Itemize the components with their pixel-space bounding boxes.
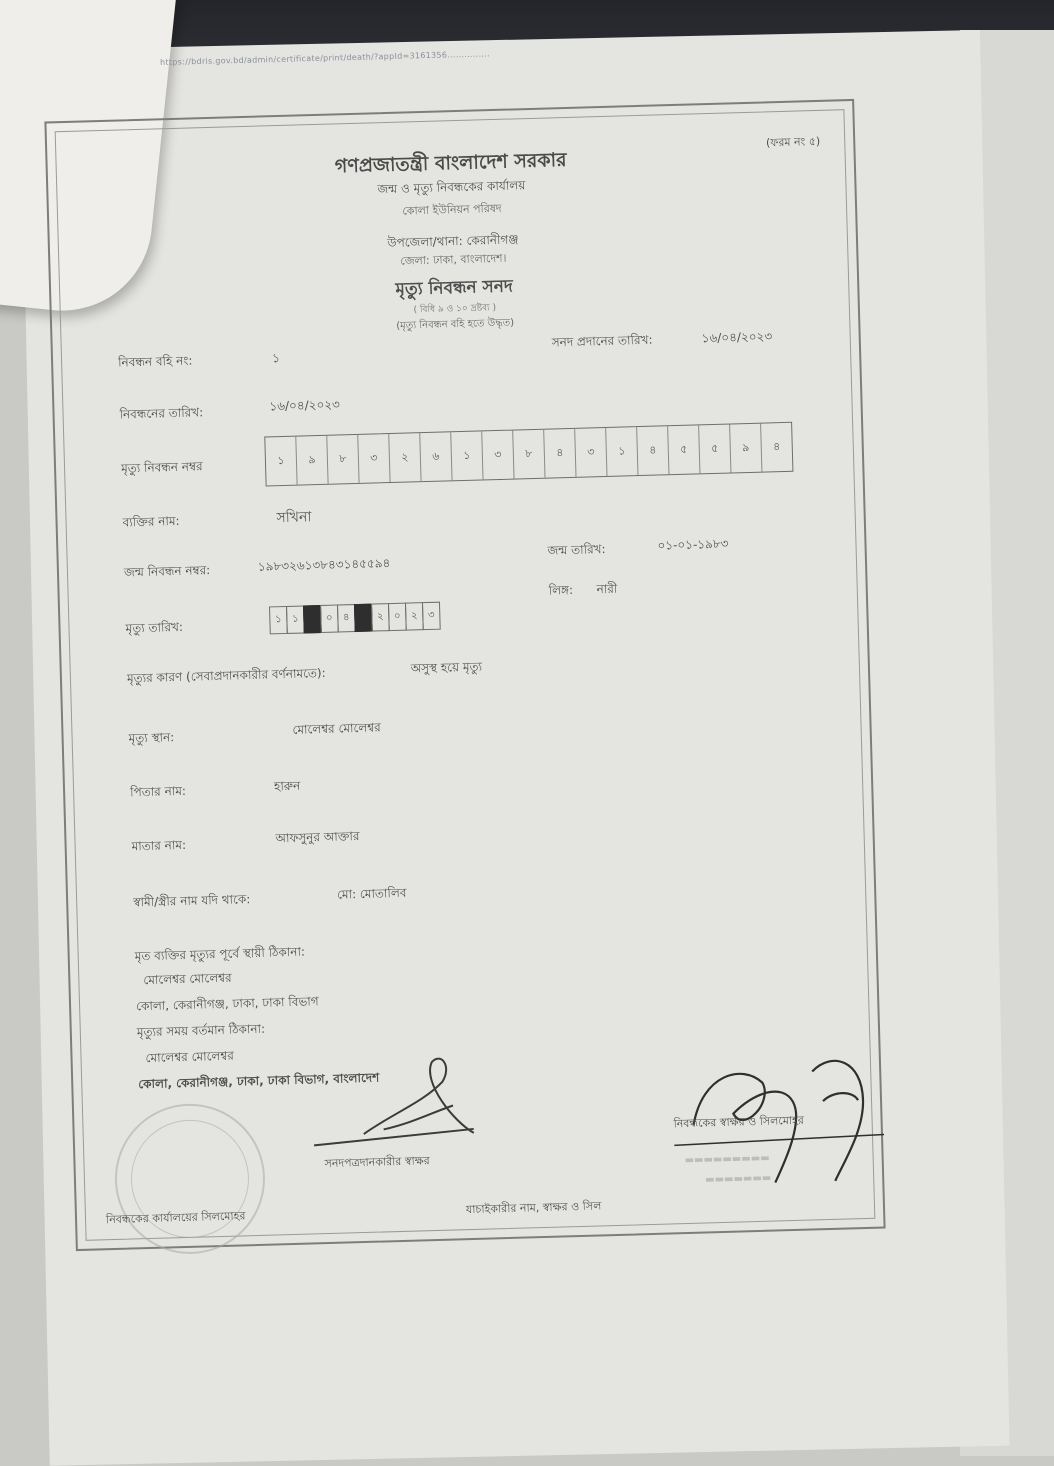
death-place-label: মৃত্যু স্থান: [128, 730, 175, 746]
registrar-signature-label: নিবন্ধকের স্বাক্ষর ও সিলমোহর [673, 1113, 805, 1131]
registration-date-label: নিবন্ধনের তারিখ: [119, 405, 204, 422]
reg-digit-box: ৪ [772, 439, 781, 453]
reg-digit-box: ৮ [327, 435, 359, 484]
printed-url-strip: https://bdris.gov.bd/admin/certificate/print/death/?appId=3161356............... [160, 49, 490, 67]
registration-date-value: ১৬/০৪/২০২৩ [269, 397, 341, 414]
extract-note: (মৃত্যু নিবন্ধন বহি হতে উদ্ধৃত) [396, 317, 515, 332]
certificate-title: মৃত্যু নিবন্ধন সনদ [395, 276, 514, 300]
office-name: জন্ম ও মৃত্যু নিবন্ধকের কার্যালয় [377, 178, 526, 197]
gender-label: লিঙ্গ: [548, 582, 574, 598]
reg-digit-box: ১ [451, 431, 483, 480]
spouse-name-label: স্বামী/স্ত্রীর নাম যদি থাকে: [133, 892, 251, 910]
date-digit-box: ০ [388, 603, 407, 631]
mother-name-value: আফসুনুর আক্তার [275, 829, 360, 846]
reg-digit-box: ১ [606, 427, 638, 476]
register-book-value: ১ [271, 351, 281, 366]
date-digit-box: ৪ [337, 604, 356, 632]
verifier-label: যাচাইকারীর নাম, স্বাক্ষর ও সিল [465, 1199, 602, 1217]
death-date-boxes [269, 602, 440, 635]
reg-digit-box: ৩ [358, 434, 390, 483]
upazila-name: উপজেলা/থানা: কেরানীগঞ্জ [387, 232, 519, 251]
issuer-signature-label: সনদপত্রদানকারীর স্বাক্ষর [324, 1154, 430, 1171]
faded-stamp-text: ▬▬▬▬▬▬▬▬▬ [684, 1152, 770, 1167]
reg-digit-box: ৩ [575, 428, 607, 477]
reg-digit-box: ৯ [296, 436, 328, 485]
name-label: ব্যক্তির নাম: [122, 513, 180, 530]
name-value: সখিনা [276, 509, 312, 527]
reg-digit-box: ২ [389, 433, 421, 482]
district-name: জেলা: ঢাকা, বাংলাদেশ। [400, 251, 507, 268]
register-book-label: নিবন্ধন বহি নং: [117, 353, 193, 370]
date-digit-box [303, 605, 322, 633]
reg-digit-box: ৯ [730, 424, 762, 473]
office-seal-label: নিবন্ধকের কার্যালয়ের সিলমোহর [105, 1209, 246, 1227]
birth-reg-no-value: ১৯৮৩২৬১৩৮৪৩১৪৫৫৯৪ [257, 556, 391, 574]
date-digit-box: ১ [269, 606, 288, 634]
death-certificate [44, 99, 885, 1251]
faded-stamp-text: ▬▬▬▬▬▬▬ [705, 1172, 772, 1186]
gender-value: নারী [596, 581, 618, 597]
issue-date-value: ১৬/০৪/২০২৩ [701, 329, 773, 346]
reg-digit-box: ৫ [668, 425, 700, 474]
reg-digit-box: ৬ [420, 432, 452, 481]
death-reg-no-label: মৃত্যু নিবন্ধন নম্বর [120, 459, 203, 476]
reg-digit-box: ৫ [699, 425, 731, 474]
birth-date-label: জন্ম তারিখ: [547, 542, 606, 558]
rule-reference: ( বিধি ৯ ও ১০ দ্রষ্টব্য ) [413, 302, 497, 316]
reg-digit-box: ৮ [513, 430, 545, 479]
issue-date-label: সনদ প্রদানের তারিখ: [551, 332, 653, 350]
date-digit-box: ০ [320, 605, 339, 633]
reg-digit-box: ৪ [544, 429, 576, 478]
death-cause-value: অসুস্থ হয়ে মৃত্যু [410, 659, 483, 676]
spouse-name-value: মো: মোতালিব [336, 885, 407, 902]
issuer-signature [301, 1040, 524, 1166]
birth-reg-no-label: জন্ম নিবন্ধন নম্বর: [123, 563, 211, 580]
birth-date-value: ০১-০১-১৯৮৩ [657, 536, 729, 553]
death-reg-no-boxes [264, 422, 793, 487]
death-date-label: মৃত্যু তারিখ: [125, 619, 184, 636]
office-seal [113, 1102, 267, 1256]
death-place-value: মোলেশ্বর মোলেশ্বর [292, 720, 381, 737]
date-digit-box: ২ [405, 602, 424, 630]
current-address-line1: মোলেশ্বর মোলেশ্বর [145, 1048, 235, 1066]
permanent-address-line2: কোলা, কেরানীগঞ্জ, ঢাকা, ঢাকা বিভাগ [135, 994, 319, 1014]
date-digit-box: ৩ [422, 602, 441, 630]
permanent-address-label: মৃত ব্যক্তির মৃত্যুর পূর্বে স্থায়ী ঠিকানা: [134, 944, 306, 964]
date-digit-box: ২ [371, 603, 390, 631]
form-number: (ফরম নং ৫) [765, 134, 821, 150]
certificate-inner-border [55, 109, 876, 1241]
reg-digit-box: ৩ [482, 431, 514, 480]
reg-digit-box: ৪ [637, 426, 669, 475]
father-name-value: হারুন [273, 778, 301, 794]
father-name-label: পিতার নাম: [129, 783, 187, 800]
government-title: গণপ্রজাতন্ত্রী বাংলাদেশ সরকার [334, 148, 567, 178]
date-digit-box [354, 604, 373, 632]
permanent-address-line1: মোলেশ্বর মোলেশ্বর [143, 970, 232, 988]
union-name: কোলা ইউনিয়ন পরিষদ [402, 201, 502, 218]
mother-name-label: মাতার নাম: [131, 837, 187, 854]
current-address-label: মৃত্যুর সময় বর্তমান ঠিকানা: [136, 1021, 266, 1040]
current-address-line2: কোলা, কেরানীগঞ্জ, ঢাকা, ঢাকা বিভাগ, বাংলাদেশ [138, 1070, 380, 1092]
reg-digit-box: ১ [265, 437, 297, 486]
death-cause-label: মৃত্যুর কারণ (সেবাপ্রদানকারীর বর্ণনামতে): [126, 665, 326, 686]
date-digit-box: ১ [286, 605, 305, 633]
